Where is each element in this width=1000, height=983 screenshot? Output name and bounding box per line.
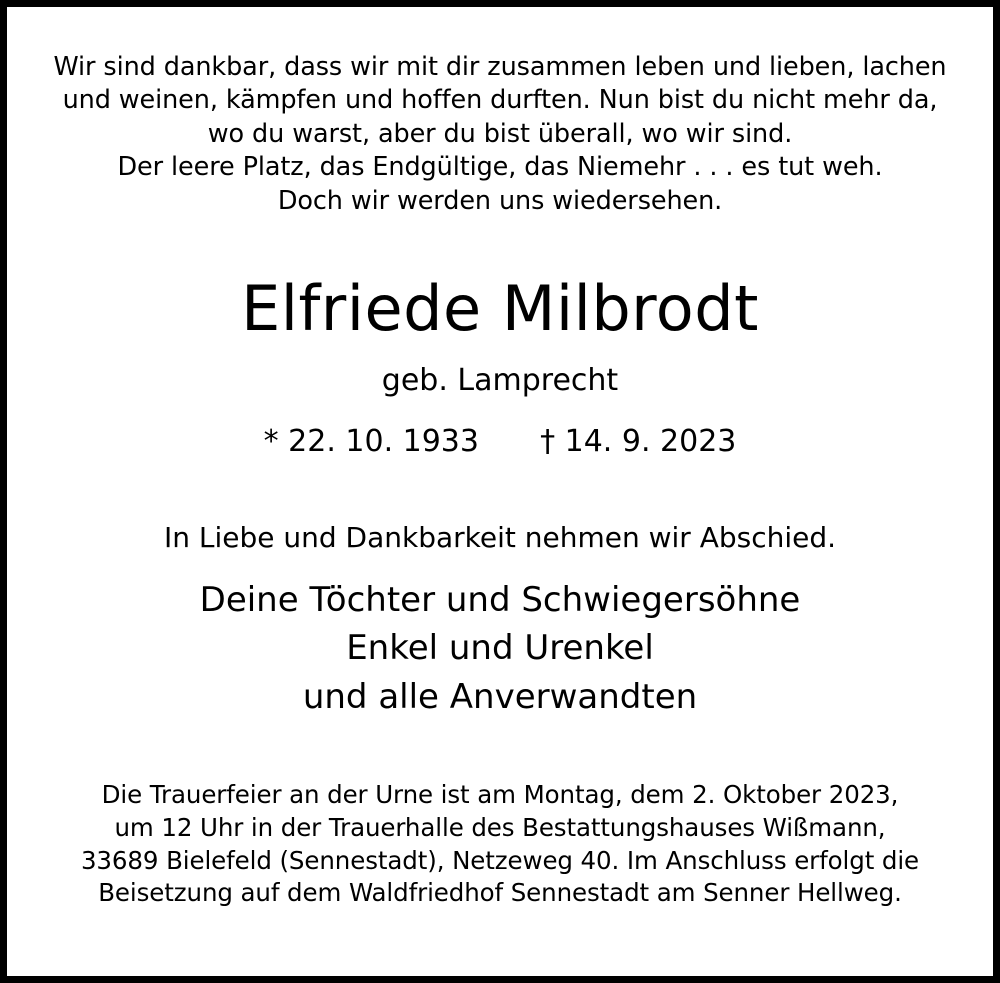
- family-line: Enkel und Urenkel: [346, 628, 654, 669]
- details-line: 33689 Bielefeld (Sennestadt), Netzeweg 40. Im Anschluss erfolgt die: [80, 845, 920, 875]
- details-line: um 12 Uhr in der Trauerhalle des Bestattungshauses Wißmann,: [114, 812, 886, 842]
- poem-line: Der leere Platz, das Endgültige, das Niemehr . . . es tut weh.: [117, 152, 883, 183]
- poem-line: Wir sind dankbar, dass wir mit dir zusammen leben und lieben, lachen: [53, 52, 947, 82]
- maiden-name: geb. Lamprecht: [381, 363, 619, 399]
- poem-line: und weinen, kämpfen und hoffen durften. Nun bist du nicht mehr da,: [62, 85, 938, 116]
- details-line: Beisetzung auf dem Waldfriedhof Sennestadt am Senner Hellweg.: [98, 878, 902, 908]
- family-block: [200, 576, 801, 721]
- deceased-name: Elfriede Milbrodt: [241, 271, 759, 345]
- poem-line: wo du warst, aber du bist überall, wo wir sind.: [207, 118, 793, 149]
- family-line: Deine Töchter und Schwiegersöhne: [199, 580, 801, 621]
- poem-block: [54, 51, 947, 218]
- family-line: und alle Anverwandten: [302, 676, 698, 717]
- details-line: Die Trauerfeier an der Urne ist am Montag, dem 2. Oktober 2023,: [101, 779, 899, 809]
- farewell-text: In Liebe und Dankbarkeit nehmen wir Abschied.: [163, 521, 837, 555]
- life-dates: [264, 424, 737, 459]
- death-date: † 14. 9. 2023: [540, 424, 737, 460]
- ceremony-details: [81, 779, 919, 910]
- poem-line: Doch wir werden uns wiedersehen.: [277, 185, 723, 216]
- birth-date: * 22. 10. 1933: [263, 424, 479, 460]
